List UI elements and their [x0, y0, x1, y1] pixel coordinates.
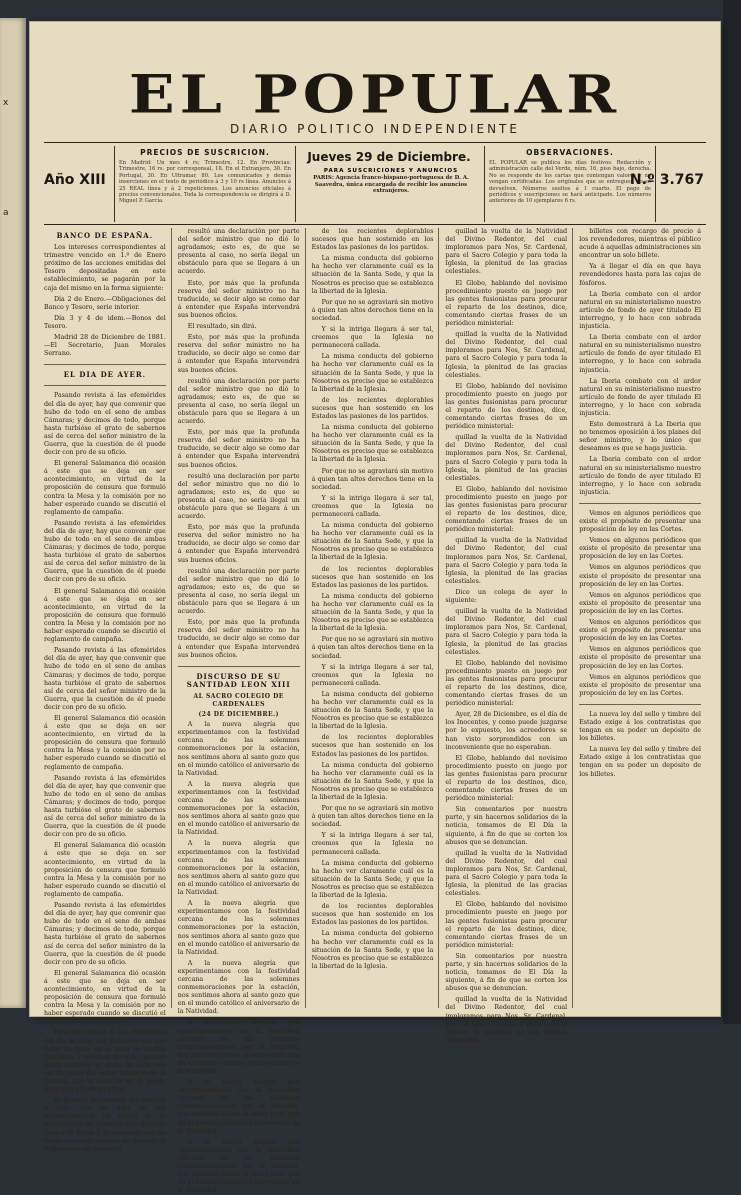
paragraph: La Iberia combate con el ardor natural en su ministerialismo nuestro artículo de fondo de ayer titulado El interregno, y lo hace con sobrada injusticia. — [579, 334, 701, 374]
paragraph: Por que no se agraviará sin motivo á quien tan altos derechos tiene en la sociedad. — [311, 467, 434, 491]
paragraph: El general Salamanca dió ocasión á este que se deja en ser acontecimiento, en virtud de la proposición de censura que formuló contra la Mesa y la comisión por no haber esperado cuando se discutió el reglamento de campaña. — [44, 587, 166, 644]
paragraph: Y si la intriga llegara á ser tal, creemos que la Iglesia no permanecerá callada. — [311, 494, 434, 518]
paragraph: Vemos en algunos periódicos que existe el propósito de presentar una proposición de ley en las Cortes. — [579, 591, 701, 615]
paragraph: A la nueva alegría que experimentamos con la festividad cercana de las solemnes conmemoraciones por la estación, nos sentimos ahora al santo gozo que en el mundo católico el aniversario de la Natividad. — [177, 780, 300, 837]
paragraph: Vemos en algunos periódicos que existe el propósito de presentar una proposición de ley en las Cortes. — [579, 619, 701, 643]
paragraph: resultó una declaración por parte del señor ministro que no dió lo agradamos; esto es, de que se presenta al caso, no sería ilegal un obstáculo para que se llegara á un acuerdo. — [177, 567, 300, 616]
notes-text: EL POPULAR se publica los días festivos. Redacción y administración calle del Verde, núm. 16, piso bajo, derecha. No se responde de los cartas que contengan valores y no vengan certificadas. Los originales que se entreguen no se devuelven. Números sueltos á 1 cuarto. El pago de periódicos y suscripciones se hará anticipado. Los números anteriores de 10 ejemplares 6 rs. — [489, 160, 651, 205]
paragraph: El Globo, hablando del novísimo procedimiento puesto en juego por las gentes fusionistas para procurar el reparto de los destinos, dice, comentando ciertas frases de un periódico ministerial: — [445, 382, 568, 431]
column-3 — [312, 228, 440, 1008]
ads-box — [298, 168, 484, 195]
paragraph: La misma conducta del gobierno ha hecho ver claramente cuál es la situación de la Santa Sede, y que la Nosotros es preciso que se establezca la libertad de la Iglesia. — [311, 859, 434, 900]
paragraph: Esto demostrará á La Iberia que no tenemos oposición á los planes del señor ministro, y lo único que deseamos es que se haga justicia. — [579, 421, 701, 453]
paragraph: Pasando revista á las efemérides del día de ayer, hay que convenir que hubo de todo en el seno de ambas Cámaras; y decimos de todo, porque hasta turbióse el grato de sabernos así de cerca del señor ministro de la Guerra, que la cuestión de él puede decir con pro de su oficio. — [44, 902, 166, 966]
paragraph: A la nueva alegría que experimentamos con la festividad cercana de las solemnes conmemoraciones por la estación, nos sentimos ahora al santo gozo que en el mundo católico el aniversario de la Natividad. — [177, 1019, 300, 1075]
paragraph: resultó una declaración por parte del señor ministro que no dió lo agradamos; esto es, de que se presenta al caso, no sería ilegal un obstáculo para que se llegara á un acuerdo. — [177, 472, 300, 521]
paragraph: Por que no se agraviará sin motivo á quien tan altos derechos tiene en la sociedad. — [311, 636, 434, 660]
paragraph: A la nueva alegría que experimentamos con la festividad cercana de las solemnes conmemoraciones por la estación, nos sentimos ahora al santo gozo que en el mundo católico el aniversario de la Natividad. — [177, 1079, 300, 1135]
masthead — [30, 64, 720, 136]
notes-title: OBSERVACIONES. — [526, 148, 614, 157]
subscription-text: En Madrid: Un mes 4 rs; Trimestre, 12. En Provincias: Trimestre, 16 rs. por corresponsal, 18. En el Extranjero, 30. En Portugal, 30. En Ultramar, 80. Los comunicados y demás inserciones en el texto de periódico á 3 y 10 rs línea. Anuncios á 25 REAL línea y á 2 repeticiones. Los anuncios oficiales á precios convencionales. Toda la correspondencia se dirigirá á D. Miguel P. García. — [119, 160, 291, 205]
paragraph: Día 2 de Enero.—Obligaciones del Banco y Tesoro, serie interior. — [44, 295, 166, 311]
paragraph: Ayer, 28 de Diciembre, es el día de los Inocentes, y como puede juzgarse por lo expuesto, los acreedores se han visto sorprendidos con un inconveniente que no esperaban. — [445, 711, 568, 751]
ads-text: PARIS: Agencia franco-hispano-portuguesa de D. A. Saavedra, única encargada de recibir los anuncios extranjeros. — [313, 175, 469, 195]
paragraph: de los recientes deplorables sucesos que han sostenido en los Estados las pasiones de los partidos. — [311, 396, 434, 420]
paragraph: El Globo, hablando del novísimo procedimiento puesto en juego por las gentes fusionistas para procurar el reparto de los destinos, dice, comentando ciertas frases de un periódico ministerial: — [445, 485, 568, 534]
paragraph: Madrid 28 de Diciembre de 1881.—El Secretario, Juan Morales Serrano. — [44, 334, 166, 358]
newspaper-page — [30, 22, 720, 1195]
section-date: (24 DE DICIEMBRE.) — [198, 711, 279, 719]
paragraph: de los recientes deplorables sucesos que han sostenido en los Estados las pasiones de los partidos. — [311, 228, 434, 252]
paragraph: A la nueva alegría que experimentamos con la festividad cercana de las solemnes conmemoraciones por la estación, nos sentimos ahora al santo gozo que en el mundo católico el aniversario de la Natividad. — [177, 959, 300, 1016]
paragraph: resultó una declaración por parte del señor ministro que no dió lo agradamos; esto es, de que se presenta al caso, no sería ilegal un obstáculo para que se llegara á un acuerdo. — [177, 377, 300, 426]
year-label: Año XIII — [44, 172, 106, 188]
paragraph: A la nueva alegría que experimentamos con la festividad cercana de las solemnes conmemoraciones por la estación, nos sentimos ahora al santo gozo que en el mundo católico el aniversario de la Natividad. — [177, 1138, 300, 1195]
section-heading: BANCO DE ESPAÑA. — [56, 231, 154, 240]
paragraph: El Globo, hablando del novísimo procedimiento puesto en juego por las gentes fusionistas para procurar el reparto de los destinos, dice, comentando ciertas frases de un periódico ministerial: — [445, 279, 568, 328]
paragraph: El general Salamanca dió ocasión á este que se deja en ser acontecimiento, en virtud de la proposición de censura que formuló contra la Mesa y la comisión por no haber esperado cuando se discutió el reglamento de campaña. — [44, 842, 166, 898]
paragraph: Y si la intriga llegara á ser tal, creemos que la Iglesia no permanecerá callada. — [311, 326, 434, 350]
paragraph: quillad la vuelta de la Natividad del Divino Redentor, del cual imploramos para Nos, Sr. Cardenal, para el Sacro Colegio y para toda la Iglesia, la plenitud de las gracias celestiales. — [445, 537, 568, 585]
paragraph: Vemos en algunos periódicos que existe el propósito de presentar una proposición de ley en las Cortes. — [579, 646, 701, 670]
paragraph: La nueva ley del sello y timbre del Estado exige á los contratistas que tengan en su poder un depósito de los billetes. — [579, 710, 701, 743]
article-columns — [44, 228, 706, 1195]
paragraph: de los recientes deplorables sucesos que han sostenido en los Estados las pasiones de los partidos. — [311, 903, 434, 927]
paragraph: Vemos en algunos periódicos que existe el propósito de presentar una proposición de ley en las Cortes. — [579, 537, 701, 561]
paragraph: billetes con recargo de precio á los revendedores, mientras el público acude á aquellas administraciones sin encontrar un solo billete. — [579, 228, 701, 260]
paragraph: quillad la vuelta de la Natividad del Divino Redentor, del cual imploramos para Nos, Sr. Cardenal, para el Sacro Colegio y para toda la Iglesia, la plenitud de las gracias celestiales. — [445, 608, 568, 656]
paragraph: de los recientes deplorables sucesos que han sostenido en los Estados las pasiones de los partidos. — [311, 565, 434, 589]
paragraph: Esto, por más que la profunda reserva del señor ministro no ha traducido, se decir algo se como dar á entender que España intervendrá sus buenos oficios. — [177, 619, 300, 659]
masthead-rule-bottom — [44, 224, 706, 225]
newspaper-title: EL POPULAR — [128, 64, 622, 126]
paragraph: La nueva ley del sello y timbre del Estado exige á los contratistas que tengan en su poder un depósito de los billetes. — [579, 746, 701, 778]
divider — [178, 666, 300, 667]
paragraph: quillad la vuelta de la Natividad del Divino Redentor, del cual imploramos para Nos, Sr. Cardenal, para el Sacro Colegio y para toda la Iglesia, la plenitud de las gracias celestiales. — [445, 849, 568, 898]
paragraph: Pasando revista á las efemérides del día de ayer, hay que convenir que hubo de todo en el seno de ambas Cámaras; y decimos de todo, porque hasta turbióse el grato de sabernos así de cerca del señor ministro de la Guerra, que la cuestión de él puede decir con pro de su oficio. — [44, 774, 166, 839]
divider — [579, 503, 701, 504]
paragraph: Los intereses correspondientes al trimestre vencido en 1.º de Enero próximo de las acciones emitidas del Tesoro depositadas en este establecimiento, se pagarán por la caja del mismo en la forma siguiente: — [44, 244, 166, 292]
paragraph: Por que no se agraviará sin motivo á quien tan altos derechos tiene en la sociedad. — [311, 805, 434, 829]
paragraph: quillad la vuelta de la Natividad del Divino Redentor, del cual imploramos para Nos, Sr. Cardenal, para el Sacro Colegio y para toda la Iglesia, la plenitud de las gracias celestiales. — [445, 331, 568, 379]
paragraph: Día 3 y 4 de idem.—Bonos del Tesoro. — [44, 314, 166, 330]
paragraph: La misma conducta del gobierno ha hecho ver claramente cuál es la situación de la Santa Sede, y que la Nosotros es preciso que se establezca la libertad de la Iglesia. — [311, 522, 434, 562]
paragraph: A la nueva alegría que experimentamos con la festividad cercana de las solemnes conmemoraciones por la estación, nos sentimos ahora al santo gozo que en el mundo católico el aniversario de la Natividad. — [177, 840, 300, 897]
section-heading: DISCURSO DE SU SANTIDAD LEON XIII — [186, 671, 291, 689]
column-4 — [445, 228, 573, 1044]
paragraph: Vemos en algunos periódicos que existe el propósito de presentar una proposición de ley en las Cortes. — [579, 564, 701, 588]
paragraph: Esto, por más que la profunda reserva del señor ministro no ha traducido, se decir algo se como dar á entender que España intervendrá sus buenos oficios. — [177, 524, 300, 564]
paragraph: El general Salamanca dió ocasión á este que se deja en ser acontecimiento, en virtud de la proposición de censura que formuló contra la Mesa y la comisión por no haber esperado cuando se discutió el reglamento de campaña. — [44, 1097, 166, 1153]
paragraph: resultó una declaración por parte del señor ministro que no dió lo agradamos; esto es, de que se presenta al caso, no sería ilegal un obstáculo para que se llegara á un acuerdo. — [177, 228, 300, 276]
paragraph: Pasando revista á las efemérides del día de ayer, hay que convenir que hubo de todo en el seno de ambas Cámaras; y decimos de todo, porque hasta turbióse el grato de sabernos así de cerca del señor ministro de la Guerra, que la cuestión de él puede decir con pro de su oficio. — [44, 647, 166, 711]
paragraph: La Iberia combate con el ardor natural en su ministerialismo nuestro artículo de fondo de ayer titulado El interregno, y lo hace con sobrada injusticia. — [579, 456, 701, 496]
paragraph: Y si la intriga llegara á ser tal, creemos que la Iglesia no permanecerá callada. — [311, 663, 434, 687]
paragraph: El Globo, hablando del novísimo procedimiento puesto en juego por las gentes fusionistas para procurar el reparto de los destinos, dice, comentando ciertas frases de un periódico ministerial: — [445, 659, 568, 708]
paragraph: Y si la intriga llegara á ser tal, creemos que la Iglesia no permanecerá callada. — [311, 832, 434, 856]
section-subheading: AL SACRO COLEGIO DE CARDENALES — [193, 692, 284, 708]
paragraph: Esto, por más que la profunda reserva del señor ministro no ha traducido, se decir algo se como dar á entender que España intervendrá sus buenos oficios. — [177, 429, 300, 469]
paragraph: El Globo, hablando del novísimo procedimiento puesto en juego por las gentes fusionistas para procurar el reparto de los destinos, dice, comentando ciertas frases de un periódico ministerial: — [445, 901, 568, 949]
paragraph: Por que no se agraviará sin motivo á quien tan altos derechos tiene en la sociedad. — [311, 298, 434, 322]
paragraph: Esto, por más que la profunda reserva del señor ministro no ha traducido, se decir algo se como dar á entender que España intervendrá sus buenos oficios. — [177, 279, 300, 319]
paragraph: quillad la vuelta de la Natividad del Divino Redentor, del cual imploramos para Nos, Sr. Cardenal, para el Sacro Colegio y para toda la Iglesia, la plenitud de las gracias celestiales. — [445, 228, 568, 276]
paragraph: Sin comentarios por nuestra parte, y sin hacernos solidarios de la noticia, tomamos de El Día la siguiente, á fin de que se corten los abusos que se denuncian. — [445, 952, 568, 993]
paragraph: quillad la vuelta de la Natividad del Divino Redentor, del cual imploramos para Nos, Sr. Cardenal, para el Sacro Colegio y para toda la Iglesia, la plenitud de las gracias celestiales. — [445, 996, 568, 1044]
paragraph: La Iberia combate con el ardor natural en su ministerialismo nuestro artículo de fondo de ayer titulado El interregno, y lo hace con sobrada injusticia. — [579, 377, 701, 417]
paragraph: La misma conducta del gobierno ha hecho ver claramente cuál es la situación de la Santa Sede, y que la Nosotros es preciso que se establezca la libertad de la Iglesia. — [311, 255, 434, 295]
paragraph: Sin comentarios por nuestra parte, y sin hacernos solidarios de la noticia, tomamos de El Día la siguiente, á fin de que se corten los abusos que se denuncian. — [445, 806, 568, 846]
masthead-rule-top — [44, 142, 706, 143]
paragraph: Pasando revista á las efemérides del día de ayer, hay que convenir que hubo de todo en el seno de ambas Cámaras; y decimos de todo, porque hasta turbióse el grato de sabernos así de cerca del señor ministro de la Guerra, que la cuestión de él puede decir con pro de su oficio. — [44, 392, 166, 457]
section-heading: EL DIA DE AYER. — [63, 370, 147, 380]
adjacent-page-glyph: x — [3, 98, 9, 108]
paragraph: Pasando revista á las efemérides del día de ayer, hay que convenir que hubo de todo en el seno de ambas Cámaras; y decimos de todo, porque hasta turbióse el grato de sabernos así de cerca del señor ministro de la Guerra, que la cuestión de él puede decir con pro de su oficio. — [44, 519, 166, 584]
adjacent-page-strip — [0, 18, 26, 1008]
paragraph: El resultado, sin dirá. — [187, 323, 257, 331]
divider — [579, 704, 701, 705]
paragraph: La misma conducta del gobierno ha hecho ver claramente cuál es la situación de la Santa Sede, y que la Nosotros es preciso que se establezca la libertad de la Iglesia. — [311, 690, 434, 731]
paragraph: A la nueva alegría que experimentamos con la festividad cercana de las solemnes conmemoraciones por la estación, nos sentimos ahora al santo gozo que en el mundo católico el aniversario de la Natividad. — [177, 900, 300, 956]
info-bar — [44, 144, 706, 224]
subscription-title: PRECIOS DE SUSCRICION. — [140, 148, 270, 157]
paragraph: Vemos en algunos periódicos que existe el propósito de presentar una proposición de ley en las Cortes. — [579, 673, 701, 697]
paragraph: La Iberia combate con el ardor natural en su ministerialismo nuestro artículo de fondo de ayer titulado El interregno, y lo hace con sobrada injusticia. — [579, 290, 701, 331]
paragraph: de los recientes deplorables sucesos que han sostenido en los Estados las pasiones de los partidos. — [311, 734, 434, 758]
paragraph: La misma conducta del gobierno ha hecho ver claramente cuál es la situación de la Santa Sede, y que la Nosotros es preciso que se establezca la libertad de la Iglesia. — [311, 592, 434, 633]
ads-title: PARA SUSCRICIONES Y ANUNCIOS — [323, 168, 459, 174]
paragraph: La misma conducta del gobierno ha hecho ver claramente cuál es la situación de la Santa Sede, y que la Nosotros es preciso que se establezca la libertad de la Iglesia. — [311, 424, 434, 464]
paragraph: La misma conducta del gobierno ha hecho ver claramente cuál es la situación de la Santa Sede, y que la Nosotros es preciso que se establezca la libertad de la Iglesia. — [311, 761, 434, 801]
paragraph: Ya á llegar el día en que haya revendedores hasta para las cajas de fósforos. — [579, 263, 701, 287]
paragraph: El general Salamanca dió ocasión á este que se deja en ser acontecimiento, en virtud de la proposición de censura que formuló contra la Mesa y la comisión por no haber esperado cuando se discutió el reglamento de campaña. — [44, 969, 166, 1026]
issue-date: Jueves 29 de Diciembre. — [307, 150, 471, 164]
paragraph: Vemos en algunos periódicos que existe el propósito de presentar una proposición de ley en las Cortes. — [579, 509, 701, 534]
column-5 — [579, 228, 706, 1008]
paragraph: Esto, por más que la profunda reserva del señor ministro no ha traducido, se decir algo se como dar á entender que España intervendrá sus buenos oficios. — [177, 334, 300, 374]
newspaper-subtitle: DIARIO POLITICO INDEPENDIENTE — [230, 122, 520, 136]
column-1 — [44, 228, 172, 1153]
paragraph: La misma conducta del gobierno ha hecho ver claramente cuál es la situación de la Santa Sede, y que la Nosotros es preciso que se establezca la libertad de la Iglesia. — [311, 353, 434, 393]
subscription-box — [114, 146, 296, 222]
paragraph: Pasando revista á las efemérides del día de ayer, hay que convenir que hubo de todo en el seno de ambas Cámaras; y decimos de todo, porque hasta turbióse el grato de sabernos así de cerca del señor ministro de la Guerra, que la cuestión de él puede decir con pro de su oficio. — [44, 1029, 166, 1094]
paragraph: El general Salamanca dió ocasión á este que se deja en ser acontecimiento, en virtud de la proposición de censura que formuló contra la Mesa y la comisión por no haber esperado cuando se discutió el reglamento de campaña. — [44, 460, 166, 516]
paragraph: A la nueva alegría que experimentamos con la festividad cercana de las solemnes conmemoraciones por la estación, nos sentimos ahora al santo gozo que en el mundo católico el aniversario de la Natividad. — [177, 721, 300, 777]
column-2 — [177, 228, 306, 1195]
paragraph: Dice un colega de ayer lo siguiente: — [445, 588, 568, 605]
paragraph: La misma conducta del gobierno ha hecho ver claramente cuál es la situación de la Santa Sede, y que la Nosotros es preciso que se establezca la libertad de la Iglesia. — [311, 930, 434, 970]
scan-background-edge — [723, 0, 741, 1024]
divider — [44, 385, 166, 386]
adjacent-page-glyph: a — [3, 208, 9, 218]
paragraph: quillad la vuelta de la Natividad del Divino Redentor, del cual imploramos para Nos, Sr. Cardenal, para el Sacro Colegio y para toda la Iglesia, la plenitud de las gracias celestiales. — [445, 434, 568, 482]
issue-number: N.º 3.767 — [629, 172, 704, 188]
paragraph: El general Salamanca dió ocasión á este que se deja en ser acontecimiento, en virtud de la proposición de censura que formuló contra la Mesa y la comisión por no haber esperado cuando se discutió el reglamento de campaña. — [44, 714, 166, 771]
paragraph: El Globo, hablando del novísimo procedimiento puesto en juego por las gentes fusionistas para procurar el reparto de los destinos, dice, comentando ciertas frases de un periódico ministerial: — [445, 754, 568, 803]
divider — [44, 364, 166, 365]
